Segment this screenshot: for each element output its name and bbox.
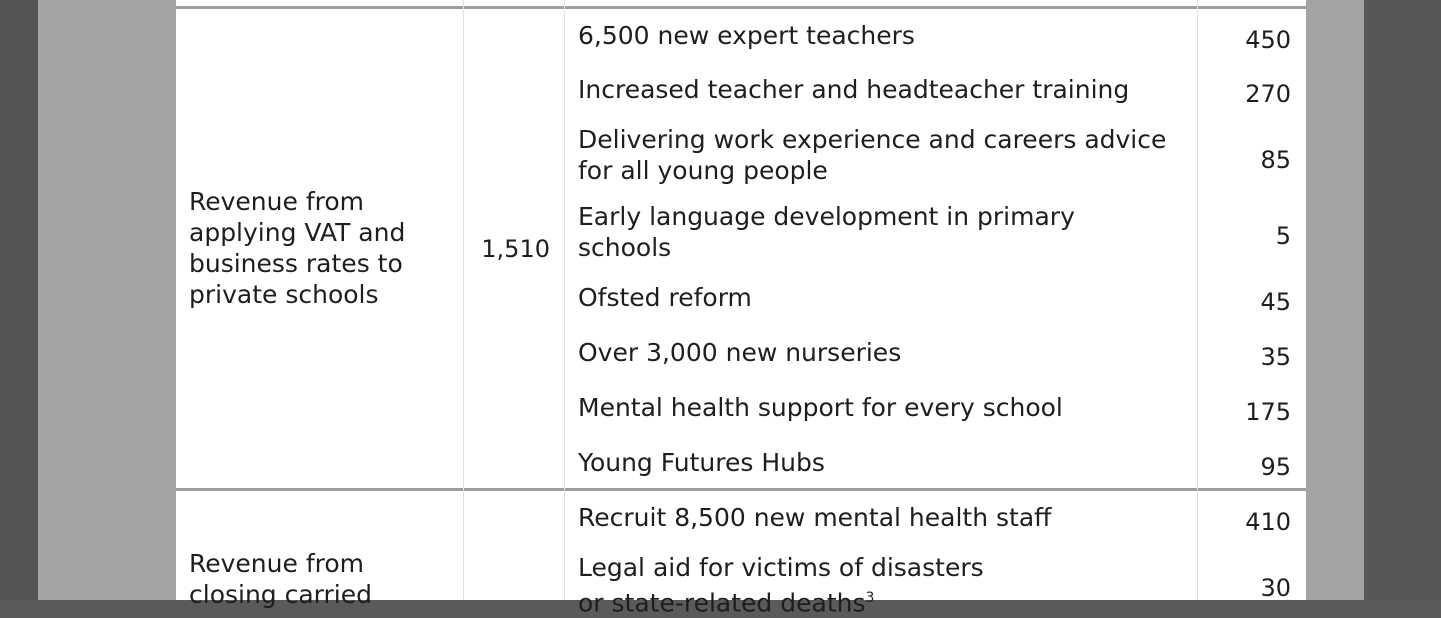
revenue-source-line: private schools bbox=[189, 280, 379, 309]
table-column-divider bbox=[1197, 0, 1198, 600]
page-gutter-right bbox=[1306, 0, 1364, 600]
spending-item-value: 450 bbox=[1245, 26, 1291, 54]
spending-item-value: 175 bbox=[1245, 398, 1291, 426]
spending-item-label-line: Legal aid for victims of disasters bbox=[578, 553, 984, 582]
revenue-source-line: closing carried bbox=[189, 580, 372, 609]
viewer-left-panel bbox=[0, 0, 38, 600]
table-column-divider bbox=[463, 0, 464, 600]
spending-item-label: Recruit 8,500 new mental health staff bbox=[578, 503, 1052, 532]
page-gutter-left bbox=[38, 0, 176, 600]
spending-item-value: 5 bbox=[1275, 222, 1291, 250]
revenue-source-cell bbox=[189, 548, 372, 610]
spending-item-label-line: for all young people bbox=[578, 156, 828, 185]
spending-item-label: Mental health support for every school bbox=[578, 393, 1063, 422]
spending-item-label-line: Early language development in primary bbox=[578, 202, 1075, 231]
revenue-source-cell bbox=[189, 186, 405, 310]
revenue-source-line: applying VAT and bbox=[189, 218, 406, 247]
spending-item-value: 45 bbox=[1260, 288, 1291, 316]
spending-item-label bbox=[578, 201, 1075, 263]
spending-item-value: 85 bbox=[1260, 146, 1291, 174]
spending-item-label-line: schools bbox=[578, 233, 672, 262]
spending-item-label: Ofsted reform bbox=[578, 283, 752, 312]
revenue-source-line: business rates to bbox=[189, 249, 403, 278]
table-column-divider bbox=[564, 0, 565, 600]
spending-item-value: 410 bbox=[1245, 508, 1291, 536]
table-row-divider bbox=[176, 488, 1306, 491]
revenue-source-line: Revenue from bbox=[189, 187, 364, 216]
spending-item-label bbox=[578, 552, 984, 618]
viewer-scrollbar[interactable] bbox=[1364, 0, 1441, 600]
spending-item-value: 95 bbox=[1260, 453, 1291, 481]
table-row-divider bbox=[176, 6, 1306, 9]
spending-item-label-line: or state-related deaths$^3$ bbox=[578, 588, 875, 618]
spending-item-label: Over 3,000 new nurseries bbox=[578, 338, 902, 367]
revenue-total-cell: 1,510 bbox=[481, 235, 550, 263]
footnote-marker[interactable]: 3 bbox=[865, 590, 875, 606]
spending-item-value: 35 bbox=[1260, 343, 1291, 371]
spending-item-label-line: Delivering work experience and careers advice bbox=[578, 125, 1167, 154]
spending-item-value: 270 bbox=[1245, 80, 1291, 108]
spending-item-value: 30 bbox=[1260, 574, 1291, 602]
spending-item-label: Increased teacher and headteacher training bbox=[578, 75, 1130, 104]
revenue-source-line: Revenue from bbox=[189, 549, 364, 578]
spending-item-label: Young Futures Hubs bbox=[578, 448, 825, 477]
spending-item-label bbox=[578, 124, 1166, 186]
spending-item-label: 6,500 new expert teachers bbox=[578, 21, 915, 50]
